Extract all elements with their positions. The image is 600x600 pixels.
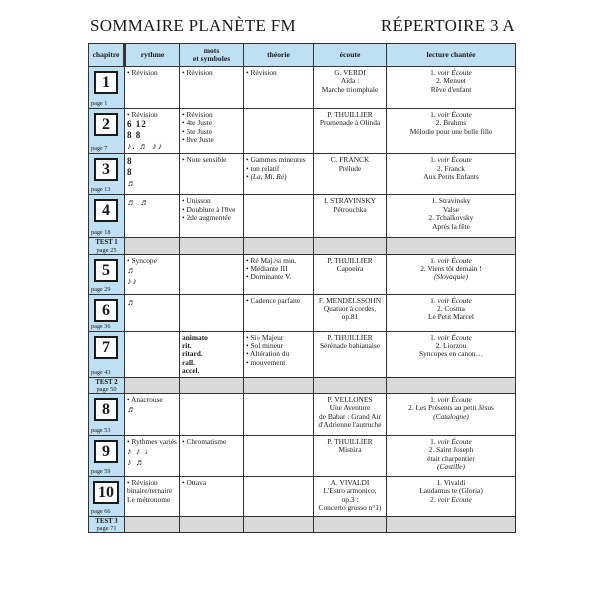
rythme-cell [125,254,180,294]
ecoute-cell-content [314,255,386,275]
test-cell [89,377,125,393]
ecoute-cell-content [314,436,386,456]
theorie-cell [244,109,314,154]
theorie-cell-content [244,477,313,480]
rhythm-notation-icon: 8 [127,156,133,167]
theorie-cell-line: • Médiante III [246,265,311,273]
rythme-cell [125,294,180,331]
chapter-cell [89,331,125,377]
lecture-cell-content [387,67,515,95]
mots-cell-line: • Révision [182,111,241,119]
col-header-rythme: rythme [125,44,180,67]
lecture-cell-line: Rêve d'enfant [430,84,472,94]
mots-cell [180,109,244,154]
test-empty-cell [314,377,387,393]
chapter-page: page 29 [91,285,111,293]
theorie-cell [244,294,314,331]
theorie-cell [244,331,314,377]
mots-cell-line: ritard. [182,349,203,359]
voir-ecoute-text: voir Écoute [437,110,472,119]
ecoute-cell-line: op.3 : [341,494,359,504]
rhythm-notation-icon: ♬ [127,404,137,415]
theorie-cell-content [244,109,313,112]
theorie-cell [244,254,314,294]
rythme-line: • Rythmes variés [127,438,177,446]
rythme-content [125,332,179,335]
ecoute-cell-content [314,67,386,95]
rythme-cell [125,67,180,109]
test-empty-cell [125,516,180,532]
mots-cell [180,254,244,294]
test-row [89,377,516,393]
test-empty-cell [387,377,516,393]
lecture-cell-line: Après la fête [432,221,470,231]
chapter-cell [89,294,125,331]
rythme-line: • Révision [127,69,177,77]
chapter-number: 5 [94,259,118,282]
mots-cell-content [180,477,243,488]
mots-cell [180,476,244,516]
lecture-cell-content [387,394,515,422]
ecoute-cell-line: F. MENDELSSOHN [318,295,382,305]
rythme-cell [125,154,180,195]
lecture-cell-line: Aux Petits Enfants [423,172,479,182]
theorie-cell [244,435,314,476]
rhythm-notation-icon: 6 12 [127,119,147,130]
lecture-cell-line: (Castille) [437,462,465,472]
ecoute-cell [314,254,387,294]
voir-ecoute-text: voir Écoute [437,332,472,342]
mots-cell-line: • Unisson [182,197,241,205]
ecoute-cell-line: Capoeira [336,264,364,274]
chapter-cell [89,67,125,109]
rythme-line: Le métronome [127,494,171,504]
rythme-line: • Anacrouse [127,396,177,404]
rythme-cell [125,476,180,516]
chapter-number: 6 [94,299,118,322]
table-row [89,435,516,476]
theorie-cell-line: • Cadence parfaite [246,297,311,305]
ecoute-cell-line: Prélude [338,163,362,173]
lecture-cell-line: Le Petit Marcel [428,312,474,322]
test-label: TEST 1 [95,239,118,247]
ecoute-cell-line: de Babar : Grand Air [319,411,381,421]
theorie-cell [244,67,314,109]
test-empty-cell [125,377,180,393]
table-row [89,476,516,516]
lecture-cell-line: 1. voir Écoute [430,295,472,305]
lecture-cell-content [387,109,515,137]
lecture-cell-line: 2. Liorzou [435,341,467,351]
lecture-cell [387,294,516,331]
lecture-cell-line: Valse [442,204,459,214]
theorie-cell-line: • mouvement [246,359,311,367]
ecoute-cell-content [314,394,386,431]
lecture-cell-line: 2. Viens tôt demain ! [420,264,482,274]
test-empty-cell [314,516,387,532]
theorie-cell [244,476,314,516]
chapter-cell [89,154,125,195]
test-empty-cell [387,238,516,254]
ecoute-cell-content [314,195,386,215]
voir-ecoute-text: voir Écoute [437,436,472,446]
lecture-cell-line: 1. voir Écoute [430,155,472,165]
lecture-cell [387,254,516,294]
lecture-cell [387,435,516,476]
theorie-cell-line: • (La, Mi, Ré) [246,173,311,181]
chapter-page: page 59 [91,467,111,475]
lecture-cell-content [387,436,515,473]
voir-ecoute-text: voir Écoute [437,295,472,305]
mots-cell-content [180,436,243,447]
mots-cell-content [180,394,243,397]
ecoute-cell-line: P. THUILLIER [327,332,373,342]
ecoute-cell-line: I. STRAVINSKY [323,196,376,206]
mots-cell-line: • 4te Juste [182,119,241,127]
mots-cell-line: • 2de augmentée [182,214,241,222]
chapter-cell [89,435,125,476]
ecoute-cell-line: Aïda : [340,76,360,86]
mots-cell-content [180,67,243,78]
rythme-content [125,477,179,505]
test-empty-cell [180,377,244,393]
chapter-page: page 18 [91,229,111,237]
mots-cell-content [180,255,243,258]
lecture-cell-line: (Slovaquie) [433,272,469,282]
theorie-cell-content [244,255,313,283]
test-empty-cell [180,516,244,532]
ecoute-cell-content [314,295,386,323]
col-header-mots-line1: mots [203,45,220,55]
mots-cell-line: rit. [182,341,192,351]
chapter-number: 1 [94,71,118,94]
theorie-cell-content [244,332,313,369]
rhythm-notation-icon: ♬ [127,178,137,189]
chapter-page: page 53 [91,426,111,434]
ecoute-cell-line: L'Estro armonico, [323,486,377,496]
mots-cell-line: animato [182,332,208,342]
lecture-cell-line: 2. Franck [437,163,465,173]
ecoute-cell-line: Mistúra [338,445,362,455]
lecture-cell-content [387,477,515,505]
chapter-cell [89,476,125,516]
chapter-number: 10 [93,481,119,504]
col-header-mots [180,44,244,67]
voir-ecoute-text: voir Écoute [437,68,472,77]
mots-cell-content [180,195,243,223]
theorie-cell-content [244,67,313,78]
chapter-page: page 7 [91,145,108,153]
test-page: page 25 [96,246,117,254]
chapter-page: page 13 [91,186,111,194]
mots-cell-content [180,154,243,165]
chapter-cell [89,254,125,294]
lecture-cell-line: 2. voir Écoute [430,494,472,504]
rhythm-notation-icon: ♪♪ [127,276,138,287]
lecture-cell-line: 1. Vivaldi [436,477,466,487]
voir-ecoute-text: voir Écoute [437,155,472,165]
ecoute-cell-content [314,109,386,129]
test-label: TEST 2 [95,378,118,386]
test-label: TEST 3 [95,517,118,525]
test-empty-cell [387,516,516,532]
lecture-cell-line: 1. voir Écoute [430,110,472,119]
rythme-content [125,295,179,309]
rythme-content [125,255,179,288]
ecoute-cell-line: Marche triomphale [321,84,379,94]
chapter-cell [89,195,125,238]
mots-cell-line: • Note sensible [182,156,241,164]
theorie-cell-content [244,295,313,306]
table-row [89,331,516,377]
mots-cell [180,393,244,435]
theorie-cell [244,393,314,435]
col-header-chapitre: chapitre [89,44,125,67]
theorie-cell-content [244,436,313,439]
mots-cell-line: rall. [182,357,195,367]
rythme-content [125,154,179,190]
page-header [90,16,515,38]
test-empty-cell [244,377,314,393]
table-row [89,254,516,294]
col-header-ecoute: écoute [314,44,387,67]
lecture-cell-content [387,295,515,323]
ecoute-cell [314,476,387,516]
ecoute-cell-line: P. THUILLIER [327,110,373,119]
theorie-cell [244,195,314,238]
rythme-cell [125,109,180,154]
test-empty-cell [244,238,314,254]
rythme-line: • Syncope [127,257,177,265]
rythme-content [125,436,179,469]
theorie-cell-line: • Ré Maj./si min. [246,257,311,265]
table-row [89,67,516,109]
ecoute-cell-line: Promenade à Olinda [319,118,381,128]
theorie-cell-content [244,195,313,198]
lecture-cell [387,476,516,516]
lecture-cell-line: (Catalogne) [433,411,469,421]
rythme-content [125,394,179,416]
ecoute-cell-line: P. VELLONES [327,394,373,404]
rhythm-notation-icon: 8 8 [127,130,142,141]
mots-cell-line: • Révision [182,69,241,77]
test-page: page 71 [96,525,117,533]
test-cell [89,516,125,532]
theorie-cell-line: • Altération du [246,350,311,358]
ecoute-cell [314,294,387,331]
mots-cell-content [180,332,243,377]
table-header-row [89,44,516,67]
mots-cell-line: • 5te Juste [182,128,241,136]
rhythm-notation-icon: ♬ ♬ [127,197,151,208]
lecture-cell-line: 2. Les Présents au petit Jésus [408,403,494,413]
test-empty-cell [125,238,180,254]
theorie-cell-line: • Sol mineur [246,342,311,350]
lecture-cell [387,195,516,238]
test-empty-cell [244,516,314,532]
lecture-cell [387,393,516,435]
theorie-cell-line: • Dominante V. [246,273,311,281]
chapter-page: page 66 [91,507,111,515]
mots-cell [180,195,244,238]
lecture-cell-line: Syncopes en canon… [418,349,484,359]
col-header-lecture: lecture chantée [387,44,516,67]
rhythm-notation-icon: ♪. ♬ ♪♪ [127,141,164,152]
ecoute-cell-line: Quatuor à cordes, [323,304,377,314]
rythme-content [125,109,179,153]
voir-ecoute-text: voir Écoute [437,394,472,404]
col-header-mots-line2: et symboles [192,54,231,63]
chapter-number: 7 [94,336,118,359]
ecoute-cell [314,154,387,195]
rythme-line: • Révision [127,479,177,487]
theorie-cell-line: • Si♭ Majeur [246,334,311,342]
mots-cell-content [180,295,243,298]
ecoute-cell-line: G. VERDI [334,68,366,77]
lecture-cell-line: Mélodie pour une belle fille [409,126,493,136]
chapter-number: 3 [94,158,118,181]
ecoute-cell-line: P. THUILLIER [327,255,373,265]
lecture-cell [387,331,516,377]
chapter-page: page 1 [91,100,108,107]
rythme-cell [125,195,180,238]
voir-ecoute-text: voir Écoute [437,494,472,504]
ecoute-cell-line: P. THUILLIER [327,436,373,446]
rythme-content [125,195,179,209]
lecture-cell-content [387,255,515,283]
test-row [89,238,516,254]
voir-ecoute-text: voir Écoute [437,255,472,265]
test-cell [89,238,125,254]
mots-cell [180,67,244,109]
lecture-cell [387,109,516,154]
theorie-cell-line: • ton relatif [246,165,311,173]
ecoute-cell-line: C. FRANCK [330,155,370,165]
mots-cell-line: • Ottava [182,479,241,487]
ecoute-cell [314,67,387,109]
ecoute-cell-line: A. VIVALDI [330,477,370,487]
table-row [89,294,516,331]
lecture-cell-content [387,154,515,182]
mots-cell [180,435,244,476]
rythme-cell [125,393,180,435]
lecture-cell-line: 2. Cosma [437,304,465,314]
ecoute-cell-line: Pétrouchka [333,204,367,214]
ecoute-cell-line: Sérénade bahianaise [319,341,381,351]
chapter-number: 4 [94,199,118,222]
test-empty-cell [314,238,387,254]
chapter-number: 9 [94,440,118,463]
lecture-cell-line: était charpentier [427,453,475,463]
rythme-cell [125,331,180,377]
lecture-cell [387,154,516,195]
lecture-cell-content [387,332,515,360]
lecture-cell-content [387,195,515,232]
mots-cell-line: • Doublure à l'8ve [182,206,241,214]
theorie-cell-content [244,154,313,182]
lecture-cell-line: 1. voir Écoute [430,394,472,404]
lecture-cell-line: 1. Stravinsky [431,196,471,206]
mots-cell-line: accel. [182,366,200,376]
lecture-cell [387,67,516,109]
chapter-number: 8 [94,398,118,421]
lecture-cell-line: 2. Brahms [435,118,467,128]
theorie-cell [244,154,314,195]
ecoute-cell-content [314,477,386,514]
rythme-line: • Révision [127,111,177,119]
ecoute-cell-content [314,154,386,174]
ecoute-cell-content [314,332,386,352]
rhythm-notation-icon: 8 [127,167,133,178]
rhythm-notation-icon: ♬ [127,296,137,307]
ecoute-cell-line: op.81 [341,312,359,322]
chapter-page: page 43 [91,368,111,376]
rythme-content [125,67,179,78]
ecoute-cell-line: Une Aventure [329,403,371,413]
chapter-page: page 36 [91,322,111,330]
test-empty-cell [180,238,244,254]
lecture-cell-line: 1. voir Écoute [430,255,472,265]
ecoute-cell [314,109,387,154]
rhythm-notation-icon: ♪ ♪ ♩ [127,446,155,457]
lecture-cell-line: 1. voir Écoute [430,332,472,342]
ecoute-cell-line: Concerto grosso n°1) [318,503,382,513]
theorie-cell-content [244,394,313,397]
ecoute-cell [314,331,387,377]
table-row [89,109,516,154]
lecture-cell-line: Laudamus te (Gloria) [419,486,483,496]
test-row [89,516,516,532]
theorie-cell-line: • Révision [246,69,311,77]
repertoire-title: RÉPERTOIRE 3 A [380,16,515,35]
lecture-cell-line: 2. Saint Joseph [428,445,474,455]
theorie-cell-line: • Gammes mineures [246,156,311,164]
table-row [89,393,516,435]
ecoute-cell [314,435,387,476]
mots-cell-content [180,109,243,146]
chapter-cell [89,393,125,435]
mots-cell [180,154,244,195]
table-row [89,195,516,238]
rhythm-notation-icon: ♪ ♬ [127,457,146,468]
lecture-cell-line: 1. voir Écoute [430,436,472,446]
ecoute-cell [314,393,387,435]
lecture-cell-line: 2. Tchaïkovsky [428,213,474,223]
test-page: page 50 [96,385,117,393]
mots-cell-line: • 8ve Juste [182,136,241,144]
chapter-number: 2 [94,113,118,136]
summary-table [88,43,516,533]
rhythm-notation-icon: ♬ [127,265,137,276]
mots-cell [180,331,244,377]
lecture-cell-line: 1. voir Écoute [430,68,472,77]
chapter-cell [89,109,125,154]
mots-cell [180,294,244,331]
rythme-cell [125,435,180,476]
col-header-theorie: théorie [244,44,314,67]
rythme-line: binaire/ternaire [127,486,173,496]
summary-title: SOMMAIRE PLANÈTE FM [90,16,296,35]
ecoute-cell [314,195,387,238]
table-row [89,154,516,195]
lecture-cell-line: 2. Menuet [436,76,466,86]
ecoute-cell-line: d'Adrienne l'autruche [318,420,382,430]
mots-cell-line: • Chromatisme [182,438,241,446]
